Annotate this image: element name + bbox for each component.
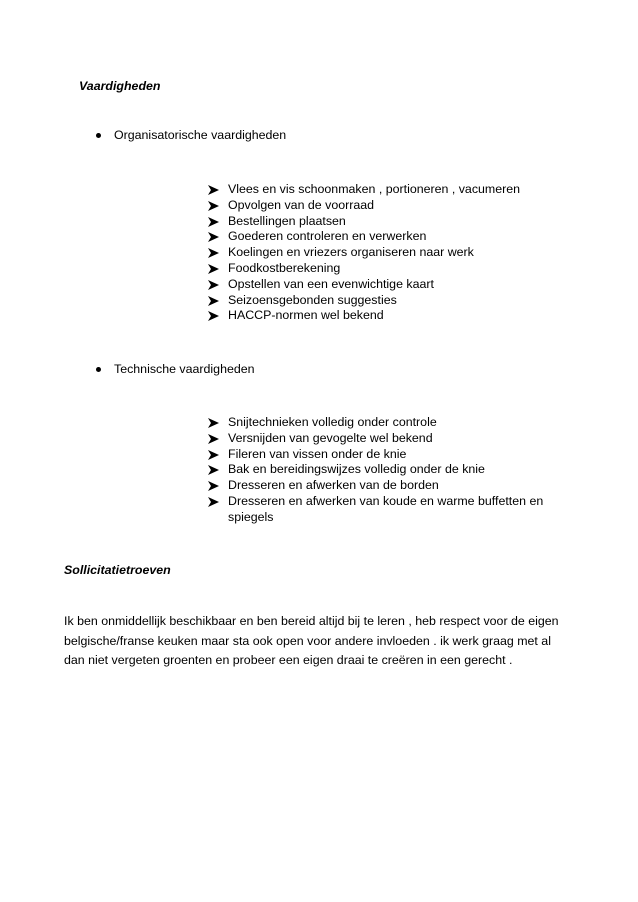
arrowhead-icon <box>208 277 219 293</box>
arrowhead-icon <box>208 245 219 261</box>
list-item-text: Seizoensgebonden suggesties <box>228 292 397 307</box>
arrowhead-icon <box>208 462 219 478</box>
list-item <box>208 182 548 198</box>
arrowhead-icon <box>208 415 219 431</box>
list-item <box>208 478 548 494</box>
technical-skills-bullet <box>96 361 255 377</box>
list-item <box>208 261 548 277</box>
list-item <box>208 229 548 245</box>
application-heading: Sollicitatietroeven <box>64 563 171 577</box>
list-item-text: Snijtechnieken volledig onder controle <box>228 415 437 429</box>
arrowhead-icon <box>208 261 219 277</box>
list-item <box>208 214 548 230</box>
list-item <box>208 277 548 293</box>
bullet-icon <box>96 367 101 372</box>
arrowhead-icon <box>208 198 219 214</box>
arrowhead-icon <box>208 293 219 309</box>
list-item <box>208 293 548 309</box>
list-item-text: HACCP-normen wel bekend <box>228 308 384 323</box>
technical-skills-list <box>208 415 548 526</box>
technical-skills-label: Technische vaardigheden <box>114 362 255 376</box>
arrowhead-icon <box>208 447 219 463</box>
list-item-text: Dresseren en afwerken van de borden <box>228 478 439 493</box>
list-item <box>208 308 548 324</box>
list-item-text: Fileren van vissen onder de knie <box>228 446 407 461</box>
skills-heading: Vaardigheden <box>79 79 161 93</box>
organisational-skills-bullet <box>96 127 286 143</box>
list-item-text: Foodkostberekening <box>228 260 341 275</box>
arrowhead-icon <box>208 494 219 510</box>
list-item-text: Bak en bereidingswijzes volledig onder de knie <box>228 462 485 477</box>
list-item-text: Dresseren en afwerken van koude en warme buffetten en spiegels <box>228 493 544 524</box>
arrowhead-icon <box>208 478 219 494</box>
list-item-text: Versnijden van gevogelte wel bekend <box>228 430 433 445</box>
application-paragraph: Ik ben onmiddellijk beschikbaar en ben bereid altijd bij te leren , heb respect voor de eigen belgische/franse keuken maar sta ook open voor andere invloeden . ik werk graag met al dan niet vergeten groenten en probeer een eigen draai te creëren in een gerecht . <box>64 614 559 667</box>
bullet-icon <box>96 133 101 138</box>
list-item-text: Koelingen en vriezers organiseren naar werk <box>228 245 474 260</box>
arrowhead-icon <box>208 229 219 245</box>
list-item-text: Goederen controleren en verwerken <box>228 229 427 244</box>
organisational-skills-list <box>208 182 548 324</box>
list-item-text: Opstellen van een evenwichtige kaart <box>228 276 434 291</box>
organisational-skills-label: Organisatorische vaardigheden <box>114 128 287 142</box>
list-item <box>208 462 548 478</box>
list-item <box>208 494 548 526</box>
list-item-text: Vlees en vis schoonmaken , portioneren , vacumeren <box>228 182 521 196</box>
list-item <box>208 415 548 431</box>
list-item <box>208 198 548 214</box>
list-item <box>208 431 548 447</box>
arrowhead-icon <box>208 214 219 230</box>
arrowhead-icon <box>208 431 219 447</box>
list-item <box>208 245 548 261</box>
list-item <box>208 447 548 463</box>
list-item-text: Opvolgen van de voorraad <box>228 197 375 212</box>
list-item-text: Bestellingen plaatsen <box>228 213 346 228</box>
arrowhead-icon <box>208 308 219 324</box>
arrowhead-icon <box>208 182 219 198</box>
